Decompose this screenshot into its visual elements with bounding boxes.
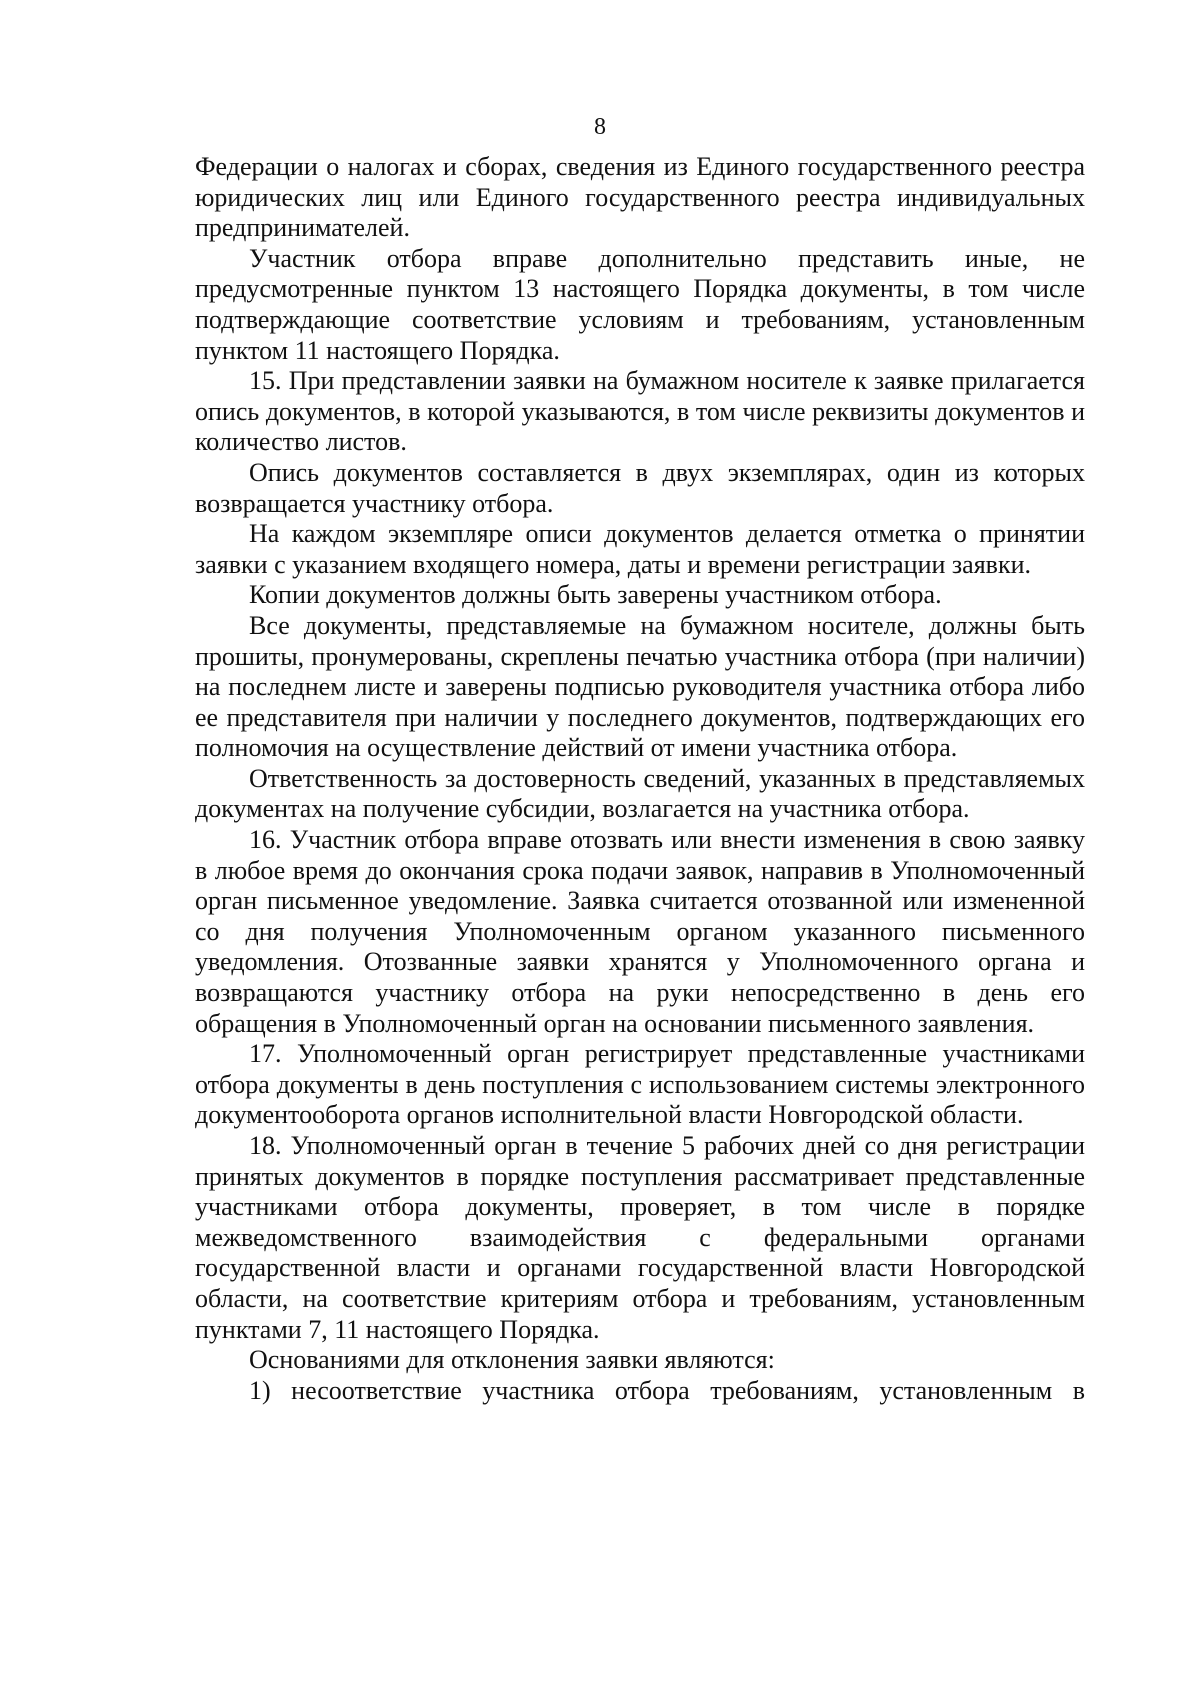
paragraph-3: 15. При представлении заявки на бумажном носителе к заявке прилагается опись документов, в которой указываются, в том числе реквизиты документов и количество листов. <box>195 366 1085 457</box>
paragraph-6: Копии документов должны быть заверены участником отбора. <box>249 580 942 610</box>
paragraph-1: Федерации о налогах и сборах, сведения из Единого государственного реестра юридических лиц или Единого государственного реестра индивидуальных предпринимателей. <box>195 152 1085 243</box>
paragraph-2: Участник отбора вправе дополнительно представить иные, не предусмотренные пунктом 13 настоящего Порядка документы, в том числе подтверждающие соответствие условиям и требованиям, установленным пунктом 11 настоящего Порядка. <box>195 243 1085 365</box>
paragraph-10: 17. Уполномоченный орган регистрирует представленные участниками отбора документы в день поступления с использованием системы электронного документооборота органов исполнительной власти Новгородской области. <box>195 1039 1085 1130</box>
document-body <box>195 152 1085 1406</box>
paragraph-9: 16. Участник отбора вправе отозвать или внести изменения в свою заявку в любое время до окончания срока подачи заявок, направив в Уполномоченный орган письменное уведомление. Заявка считается отозванной или измененной со дня получения Уполномоченным органом указанного письменного уведомления. Отозванные заявки хранятся у Уполномоченного органа и возвращаются участнику отбора на руки непосредственно в день его обращения в Уполномоченный орган на основании письменного заявления. <box>195 825 1085 1038</box>
paragraph-4: Опись документов составляется в двух экземплярах, один из которых возвращается участнику отбора. <box>195 457 1085 518</box>
page-number: 8 <box>594 114 606 140</box>
paragraph-12: Основаниями для отклонения заявки являются: <box>249 1345 775 1375</box>
paragraph-7: Все документы, представляемые на бумажном носителе, должны быть прошиты, пронумерованы, скреплены печатью участника отбора (при наличии) на последнем листе и заверены подписью руководителя участника отбора либо ее представителя при наличии у последнего документов, подтверждающих его полномочия на осуществление действий от имени участника отбора. <box>195 610 1085 763</box>
paragraph-13: 1) несоответствие участника отбора требованиям, установленным в <box>249 1375 1085 1405</box>
paragraph-11: 18. Уполномоченный орган в течение 5 рабочих дней со дня регистрации принятых документов в порядке поступления рассматривает представленные участниками отбора документы, проверяет, в том числе в порядке межведомственного взаимодействия с федеральными органами государственной власти и органами государственной власти Новгородской области, на соответствие критериям отбора и требованиям, установленным пунктами 7, 11 настоящего Порядка. <box>195 1131 1085 1344</box>
paragraph-8: Ответственность за достоверность сведений, указанных в представляемых документах на получение субсидии, возлагается на участника отбора. <box>195 763 1085 824</box>
paragraph-5: На каждом экземпляре описи документов делается отметка о принятии заявки с указанием входящего номера, даты и времени регистрации заявки. <box>195 519 1085 579</box>
